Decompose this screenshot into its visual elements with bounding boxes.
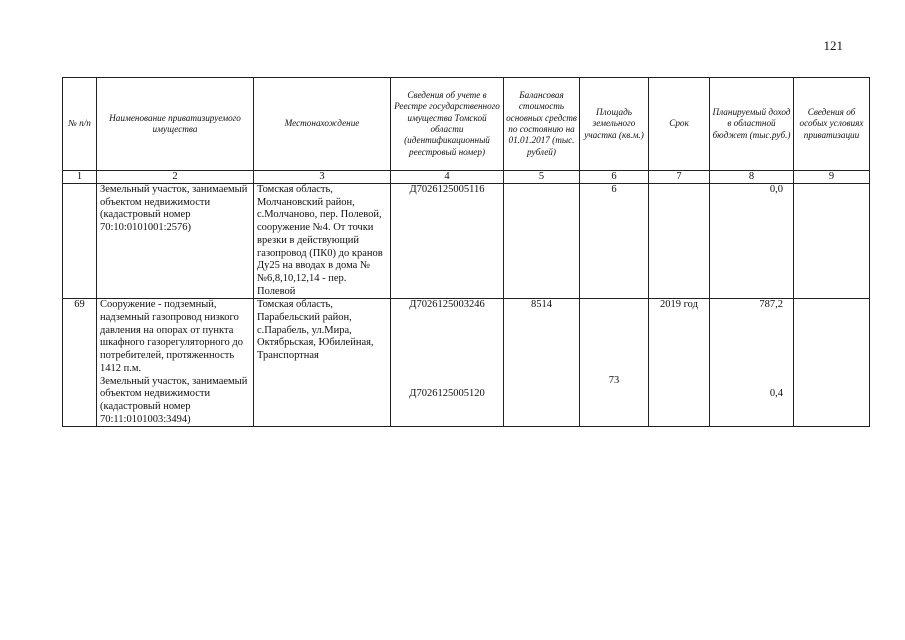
land-plot-name: Земельный участок, занимаемый объектом недвижимости (кадастровый номер 70:11:0101003:3494)	[100, 375, 248, 425]
header-term: Срок	[649, 78, 710, 171]
column-number: 4	[391, 171, 504, 184]
column-number: 1	[63, 171, 97, 184]
land-registry-number: Д7026125005120	[409, 388, 485, 400]
cell-name: Земельный участок, занимаемый объектом недвижимости (кадастровый номер 70:10:0101001:2576)	[97, 184, 254, 299]
cell-location: Томская область, Молчановский район, с.Молчаново, пер. Полевой, сооружение №4. От точки врезки в действующий газопровод (ПК0) до кранов Ду25 на вводах в дома №№6,8,10,12,14 - пер. Полевой	[254, 184, 391, 299]
column-number: 5	[504, 171, 580, 184]
cell-income: 0,0	[710, 184, 794, 299]
column-number: 6	[580, 171, 649, 184]
table-row	[63, 184, 870, 299]
column-number: 2	[97, 171, 254, 184]
object-registry-number: Д7026125003246	[409, 299, 485, 311]
cell-registry: Д7026125005116	[391, 184, 504, 299]
cell-balance	[504, 184, 580, 299]
cell-num: 69	[63, 299, 97, 427]
column-number: 7	[649, 171, 710, 184]
header-row	[63, 78, 870, 171]
land-area: 73	[608, 375, 620, 387]
cell-area	[580, 299, 649, 427]
cell-balance: 8514	[504, 299, 580, 427]
header-income: Планируемый доход в областной бюджет (тыс.руб.)	[710, 78, 794, 171]
page-number: 121	[823, 38, 843, 53]
header-area: Площадь земельного участка (кв.м.)	[580, 78, 649, 171]
cell-registry	[391, 299, 504, 427]
cell-conditions	[794, 184, 870, 299]
column-number: 9	[794, 171, 870, 184]
header-balance: Балансовая стоимость основных средств по состоянию на 01.01.2017 (тыс. рублей)	[504, 78, 580, 171]
cell-conditions	[794, 299, 870, 427]
header-name: Наименование приватизируемого имущества	[97, 78, 254, 171]
header-location: Местонахождение	[254, 78, 391, 171]
cell-name	[97, 299, 254, 427]
column-number: 3	[254, 171, 391, 184]
land-income: 0,4	[769, 388, 783, 400]
object-name: Сооружение - подземный, надземный газопровод низкого давления на опорах от пункта шкафного газорегуляторного до потребителей, протяженность 1412 п.м.	[100, 299, 243, 374]
cell-location: Томская область, Парабельский район, с.Парабель, ул.Мира, Октябрьская, Юбилейная, Транспортная	[254, 299, 391, 427]
cell-num	[63, 184, 97, 299]
cell-income	[710, 299, 794, 427]
object-income: 787,2	[759, 299, 783, 311]
privatization-table	[62, 77, 870, 427]
header-num: № п/п	[63, 78, 97, 171]
column-number-row	[63, 171, 870, 184]
table-row	[63, 299, 870, 427]
column-number: 8	[710, 171, 794, 184]
header-registry: Сведения об учете в Реестре государственного имущества Томской области (идентификационный реестровый номер)	[391, 78, 504, 171]
header-conditions: Сведения об особых условиях приватизации	[794, 78, 870, 171]
cell-term	[649, 184, 710, 299]
cell-term: 2019 год	[649, 299, 710, 427]
cell-area: 6	[580, 184, 649, 299]
